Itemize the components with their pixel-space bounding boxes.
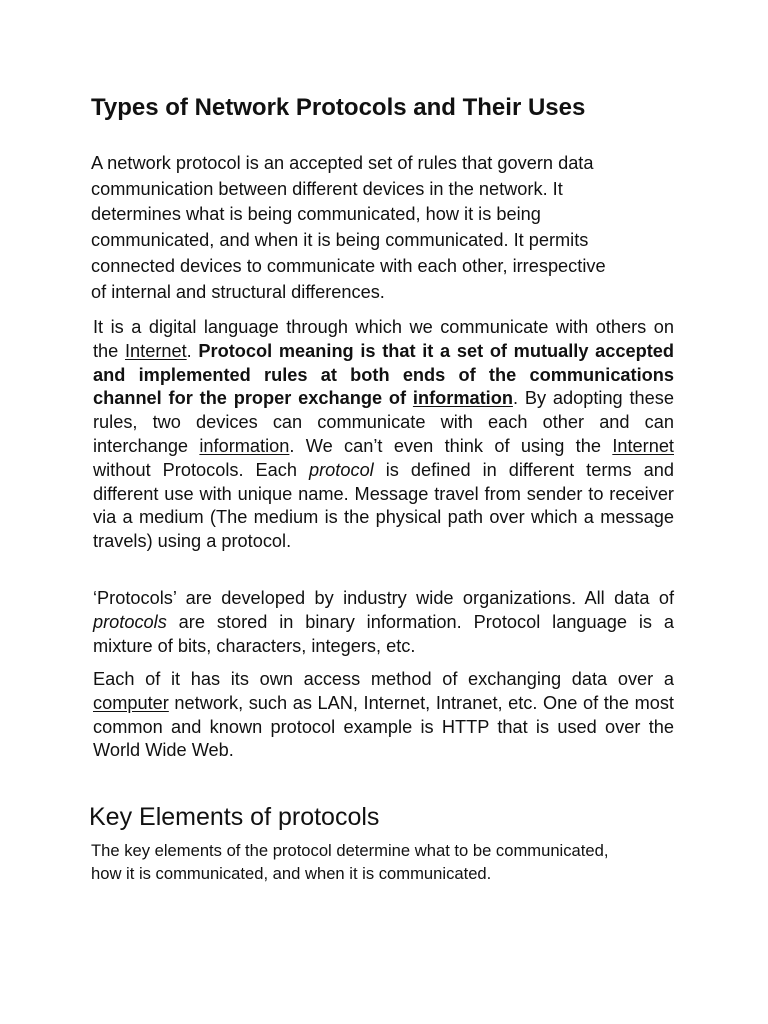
text-span: without Protocols. Each <box>93 459 310 480</box>
intro-line: A network protocol is an accepted set of rules that govern data <box>91 153 594 173</box>
text-span: . By adopting these rules, two devices can communicate with each other and can interchange <box>93 388 674 456</box>
key-elements-paragraph <box>91 840 691 885</box>
intro-line: communicated, and when it is being communicated. It permits <box>91 230 589 251</box>
text-span: It is a digital language through which we communicate with others on the <box>93 317 674 361</box>
page-title: Types of Network Protocols and Their Uses <box>91 94 586 121</box>
computer-link[interactable]: computer <box>93 692 169 713</box>
protocol-definition-paragraph <box>93 316 674 554</box>
text-span: . <box>186 340 199 361</box>
text-span: is defined in different terms and different use with unique name. Message travel from sender to receiver via a medium (The medium is the physical path over which a message travels) using a protocol. <box>93 459 675 552</box>
information-link[interactable]: information <box>412 388 513 409</box>
italic-term: protocol <box>309 459 374 480</box>
text-span: . We can’t even think of using the <box>289 435 613 456</box>
text-span: network, such as LAN, Internet, Intranet, etc. One of the most common and known protocol example is HTTP that is used over the World Wide Web. <box>93 692 674 761</box>
protocols-development-paragraph <box>93 587 674 658</box>
information-link[interactable]: information <box>199 435 290 456</box>
intro-line: determines what is being communicated, how it is being <box>91 204 541 225</box>
internet-link[interactable]: Internet <box>612 435 674 456</box>
text-span: ‘Protocols’ are developed by industry wide organizations. All data of <box>93 588 674 608</box>
italic-term: protocols <box>93 611 167 632</box>
section-heading: Key Elements of protocols <box>89 803 380 831</box>
text-span: Each of it has its own access method of exchanging data over a <box>93 669 674 689</box>
access-method-paragraph <box>93 668 674 763</box>
bold-definition: Protocol meaning is that it a set of mutually accepted and implemented rules at both ends of the communications channel for the proper exchange of <box>93 340 675 409</box>
internet-link[interactable]: Internet <box>124 340 187 361</box>
intro-line: communication between different devices in the network. It <box>91 178 563 199</box>
intro-line: of internal and structural differences. <box>91 281 385 302</box>
intro-paragraph <box>91 151 671 305</box>
intro-line: connected devices to communicate with each other, irrespective <box>91 255 606 276</box>
text-span: are stored in binary information. Protocol language is a mixture of bits, characters, integers, etc. <box>93 611 674 656</box>
key-elements-line: how it is communicated, and when it is communicated. <box>91 863 492 883</box>
key-elements-line: The key elements of the protocol determine what to be communicated, <box>91 841 609 860</box>
